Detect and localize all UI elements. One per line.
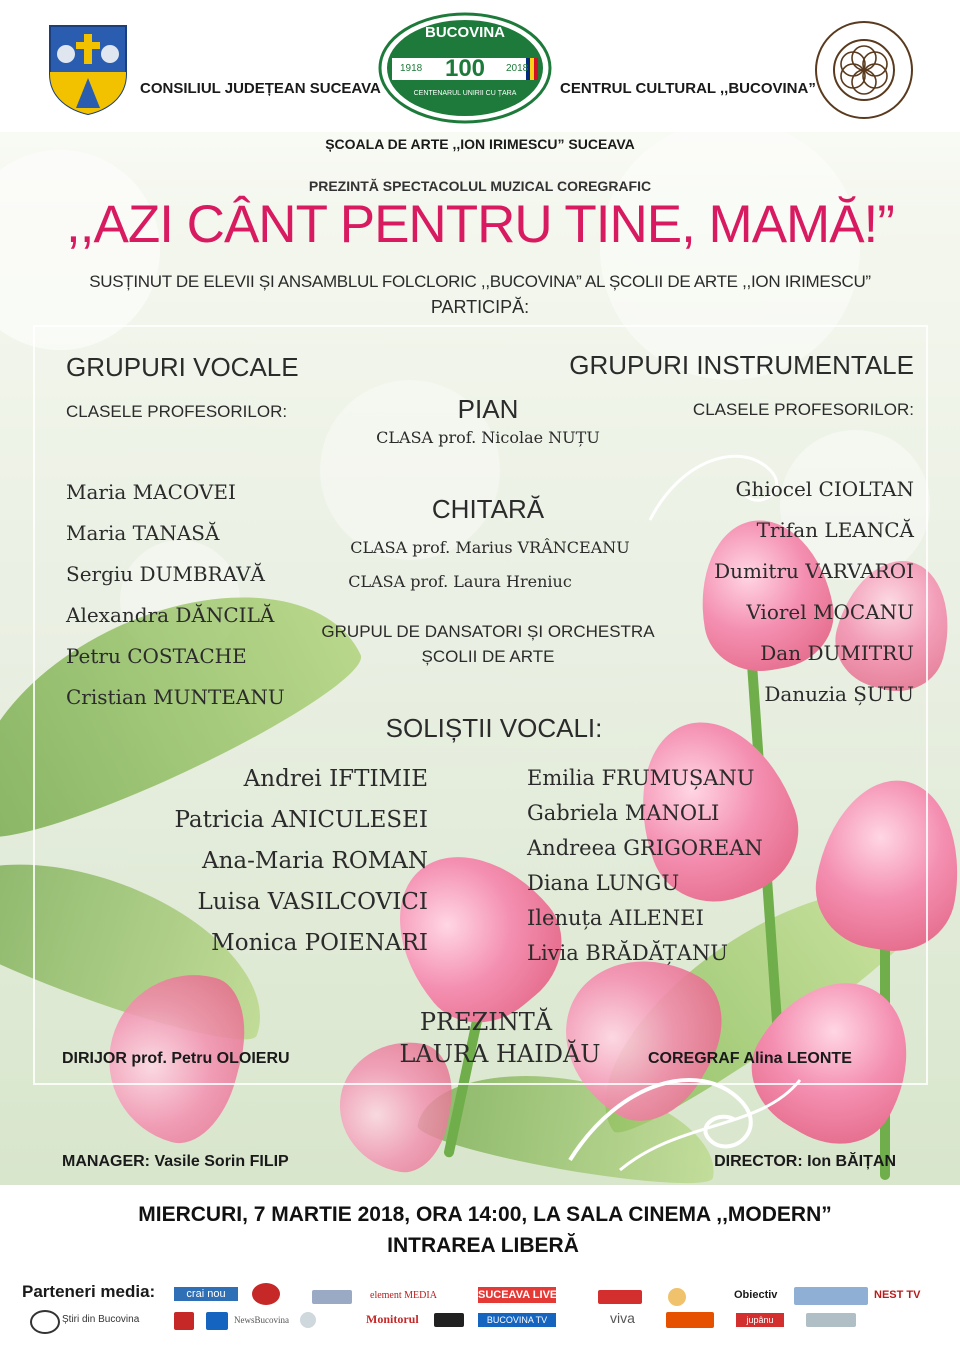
show-title: ,,AZI CÂNT PENTRU TINE, MAMĂ!” <box>66 195 894 254</box>
intro-line: PREZINTĂ SPECTACOLUL MUZICAL COREGRAFIC <box>308 178 652 194</box>
partner-logo <box>666 1312 714 1328</box>
free-entry: INTRAREA LIBERĂ <box>387 1234 579 1257</box>
badge-year-left: 1918 <box>400 63 423 74</box>
soloist-name: Luisa VASILCOVICI <box>197 889 428 915</box>
partner-logo-newsbucovina: NewsBucovina <box>234 1315 289 1325</box>
partner-logo <box>434 1313 464 1327</box>
instrumental-teacher-name: Viorel MOCANU <box>746 600 914 624</box>
soloist-name: Patricia ANICULESEI <box>174 807 428 833</box>
show-subtitle: SUSȚINUT DE ELEVII ȘI ANSAMBLUL FOLCLORIC ,,BUCOVINA” AL ȘCOLII DE ARTE ,,ION IRIMESCU” <box>89 272 871 291</box>
piano-heading: PIAN <box>457 394 519 424</box>
partner-logo-nest-tv: NEST TV <box>874 1289 921 1301</box>
instrumental-teacher-name: Dumitru VARVAROI <box>714 559 914 583</box>
vocal-groups-sub: CLASELE PROFESORILOR: <box>66 402 288 421</box>
dancers-line-2: ȘCOLII DE ARTE <box>421 647 555 666</box>
partner-logo <box>252 1283 280 1305</box>
soloist-name: Gabriela MANOLI <box>527 801 720 825</box>
partner-logo-stiri-bucovina: Știri din Bucovina <box>62 1314 140 1325</box>
vocal-teacher-name: Cristian MUNTEANU <box>66 685 285 709</box>
soloist-name: Emilia FRUMUȘANU <box>527 766 755 790</box>
vocal-teacher-name: Sergiu DUMBRAVĂ <box>66 562 265 586</box>
school-name: ȘCOALA DE ARTE ,,ION IRIMESCU” SUCEAVA <box>325 136 635 152</box>
soloist-name: Ilenuța AILENEI <box>527 906 704 930</box>
partner-logo <box>174 1312 194 1330</box>
presenter-label: PREZINTĂ <box>419 1008 553 1036</box>
partner-logo <box>206 1312 228 1330</box>
instrumental-teacher-name: Ghiocel CIOLTAN <box>735 477 914 501</box>
badge-top-text: BUCOVINA <box>424 24 505 41</box>
instrumental-teacher-name: Dan DUMITRU <box>760 641 914 665</box>
instrumental-groups-heading: GRUPURI INSTRUMENTALE <box>569 350 914 380</box>
partner-logo-monitorul: Monitorul <box>366 1312 419 1326</box>
partner-logo-bucovina-tv: BUCOVINA TV <box>478 1313 556 1327</box>
soloist-name: Monica POIENARI <box>211 930 428 956</box>
badge-number: 100 <box>444 55 486 82</box>
badge-bottom-text: CENTENARUL UNIRII CU ȚARA <box>413 90 517 97</box>
partner-logo-jupanu: jupânu <box>736 1313 784 1327</box>
soloist-name: Diana LUNGU <box>527 871 680 895</box>
partner-logo <box>300 1312 316 1328</box>
dancers-line-1: GRUPUL DE DANSATORI ȘI ORCHESTRA <box>321 622 655 641</box>
soloist-name: Andrei IFTIMIE <box>243 766 428 792</box>
director-credit: DIRECTOR: Ion BĂIȚAN <box>714 1153 896 1170</box>
manager-credit: MANAGER: Vasile Sorin FILIP <box>62 1153 289 1170</box>
partner-logo-suceava-live: SUCEAVA LIVE <box>478 1289 558 1301</box>
partner-logo <box>806 1313 856 1327</box>
vocal-teacher-name: Maria TANASĂ <box>66 521 220 545</box>
guitar-heading: CHITARĂ <box>431 494 545 524</box>
vocal-groups-heading: GRUPURI VOCALE <box>66 352 299 382</box>
soloist-name: Livia BRĂDĂȚANU <box>527 941 728 965</box>
vocal-teacher-name: Alexandra DĂNCILĂ <box>66 603 275 627</box>
partner-logo <box>30 1310 60 1334</box>
county-coat-of-arms-icon <box>46 22 130 116</box>
presenter-name: LAURA HAIDĂU <box>399 1040 601 1068</box>
vocal-teacher-name: Maria MACOVEI <box>66 480 236 504</box>
partner-logo-viva: viva <box>610 1310 635 1326</box>
participa-label: PARTICIPĂ: <box>430 297 530 317</box>
partner-logo-obiectiv: Obiectiv <box>734 1289 778 1301</box>
cultural-center-seal-icon <box>812 18 916 122</box>
badge-year-right: 2018 <box>506 63 529 74</box>
soloist-name: Ana-Maria ROMAN <box>201 848 428 874</box>
partner-logo <box>312 1290 352 1304</box>
soloist-name: Andreea GRIGOREAN <box>527 836 763 860</box>
instrumental-teacher-name: Danuzia ȘUTU <box>764 682 914 706</box>
cultural-center-name: CENTRUL CULTURAL ,,BUCOVINA” <box>560 80 816 97</box>
instrumental-teacher-name: Trifan LEANCĂ <box>756 518 914 542</box>
county-council-name: CONSILIUL JUDEȚEAN SUCEAVA <box>140 80 381 97</box>
vocal-teacher-name: Petru COSTACHE <box>66 644 247 668</box>
guitar-class-2: CLASA prof. Laura Hreniuc <box>348 572 572 591</box>
partner-logo-crai-nou: crai nou <box>174 1287 238 1301</box>
event-datetime-venue: MIERCURI, 7 MARTIE 2018, ORA 14:00, LA SALA CINEMA ,,MODERN” <box>138 1203 832 1226</box>
partner-logo <box>668 1288 686 1306</box>
piano-class: CLASA prof. Nicolae NUȚU <box>376 428 600 447</box>
soloists-heading: SOLIȘTII VOCALI: <box>385 713 603 743</box>
partner-logo <box>598 1290 642 1304</box>
choreographer-credit: COREGRAF Alina LEONTE <box>648 1050 852 1067</box>
media-partners-label: Parteneri media: <box>22 1282 156 1301</box>
conductor-credit: DIRIJOR prof. Petru OLOIERU <box>62 1050 290 1067</box>
partner-logo <box>794 1287 868 1305</box>
partner-logo-element: element MEDIA <box>370 1290 437 1301</box>
guitar-class-1: CLASA prof. Marius VRÂNCEANU <box>350 538 630 557</box>
instrumental-groups-sub: CLASELE PROFESORILOR: <box>692 400 914 419</box>
